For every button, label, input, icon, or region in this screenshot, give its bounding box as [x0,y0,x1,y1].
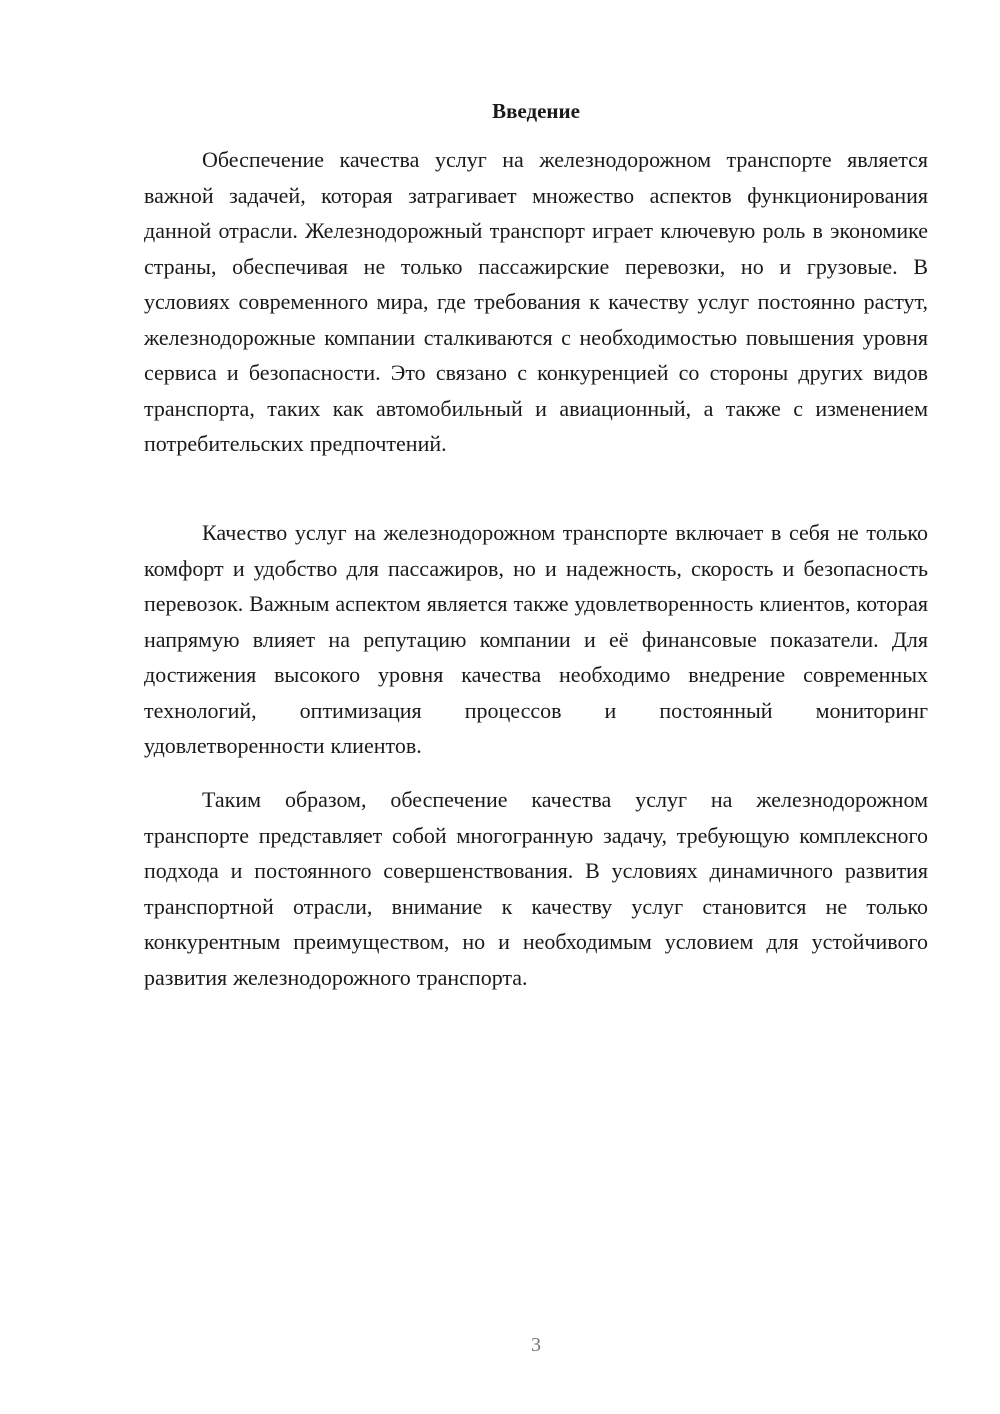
paragraph-quality: Качество услуг на железнодорожном транспорте включает в себя не только комфорт и удобство для пассажиров, но и надежность, скорость и безопасность перевозок. Важным аспектом является также удовлетворенность клиентов, которая напрямую влияет на репутацию компании и её финансовые показатели. Для достижения высокого уровня качества необходимо внедрение современных технологий, оптимизация процессов и постоянный мониторинг удовлетворенности клиентов. [144,520,929,758]
paragraph-intro: Обеспечение качества услуг на железнодорожном транспорте является важной задачей, которая затрагивает множество аспектов функционирования данной отрасли. Железнодорожный транспорт играет ключевую роль в экономике страны, обеспечивая не только пассажирские перевозки, но и грузовые. В условиях современного мира, где требования к качеству услуг постоянно растут, железнодорожные компании сталкиваются с необходимостью повышения уровня сервиса и безопасности. Это связано с конкуренцией со стороны других видов транспорта, таких как автомобильный и авиационный, а также с изменением потребительских предпочтений. [144,147,928,456]
paragraph-conclusion: Таким образом, обеспечение качества услуг на железнодорожном транспорте представляет собой многогранную задачу, требующую комплексного подхода и постоянного совершенствования. В условиях динамичного развития транспортной отрасли, внимание к качеству услуг становится не только конкурентным преимуществом, но и необходимым условием для устойчивого развития железнодорожного транспорта. [144,787,928,990]
page-number: 3 [531,1334,541,1356]
section-heading: Введение [492,99,580,123]
